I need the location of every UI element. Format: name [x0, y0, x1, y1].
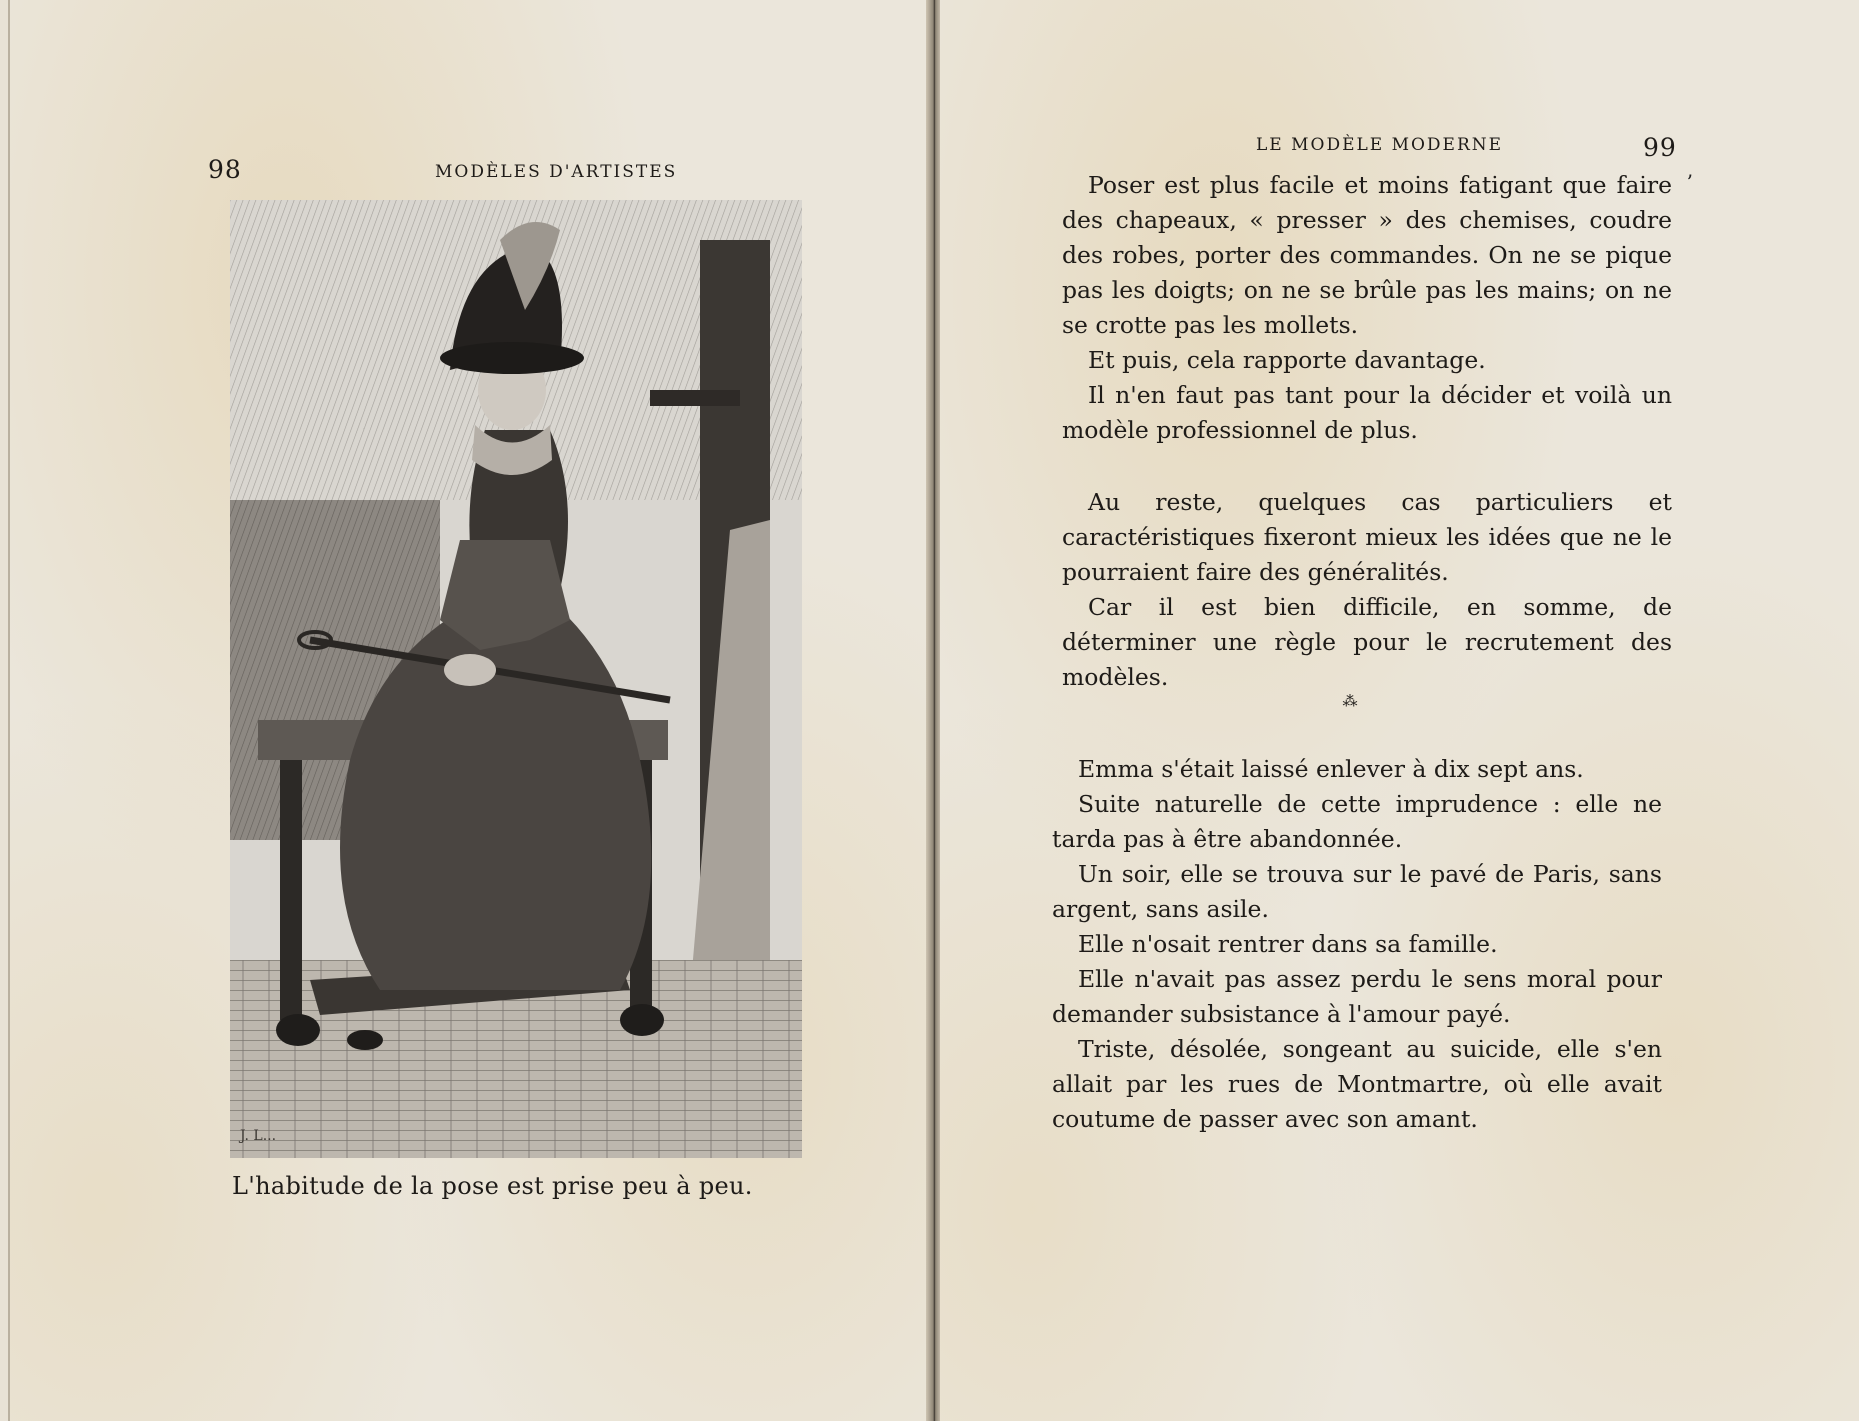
text-block-3 [1052, 752, 1662, 1137]
paragraph-8: Un soir, elle se trouva sur le pavé de Paris, sans argent, sans asile. [1052, 860, 1662, 923]
section-break-asterism: ⁂ [1342, 692, 1358, 710]
margin-tick-mark: ʼ [1686, 170, 1693, 194]
engraving-seated-woman-icon [230, 200, 802, 1158]
paragraph-9: Elle n'osait rentrer dans sa famille. [1078, 930, 1498, 958]
paragraph-11: Triste, désolée, songeant au suicide, elle s'en allait par les rues de Montmartre, où elle avait coutume de passer avec son amant. [1052, 1035, 1662, 1133]
paragraph-7: Suite naturelle de cette imprudence : elle ne tarda pas à être abandonnée. [1052, 790, 1662, 853]
paragraph-3: Il n'en faut pas tant pour la décider et voilà un modèle professionnel de plus. [1062, 381, 1672, 444]
running-head-left: MODÈLES D'ARTISTES [435, 162, 678, 182]
artist-signature: J. L... [240, 1128, 277, 1144]
paragraph-2: Et puis, cela rapporte davantage. [1088, 346, 1486, 374]
running-head-right: LE MODÈLE MODERNE [1256, 135, 1504, 155]
page-number-right: 99 [1643, 133, 1677, 162]
text-block-1 [1062, 168, 1672, 448]
text-block-2 [1062, 485, 1672, 695]
paragraph-10: Elle n'avait pas assez perdu le sens moral pour demander subsistance à l'amour payé. [1052, 965, 1662, 1028]
page-number-left: 98 [208, 155, 242, 184]
left-page [8, 0, 932, 1421]
paragraph-1: Poser est plus facile et moins fatigant que faire des chapeaux, « presser » des chemises, coudre des robes, porter des commandes. On ne se pique pas les doigts; on ne se brûle pas les mains; on ne se crotte pas les mollets. [1062, 171, 1672, 339]
engraving-illustration [230, 200, 802, 1158]
paragraph-6: Emma s'était laissé enlever à dix sept ans. [1078, 755, 1584, 783]
illustration-caption: L'habitude de la pose est prise peu à peu. [232, 1172, 753, 1200]
paragraph-5: Car il est bien difficile, en somme, de déterminer une règle pour le recrutement des modèles. [1062, 593, 1672, 691]
paragraph-4: Au reste, quelques cas particuliers et caractéristiques fixeront mieux les idées que ne le pourraient faire des généralités. [1062, 488, 1672, 586]
